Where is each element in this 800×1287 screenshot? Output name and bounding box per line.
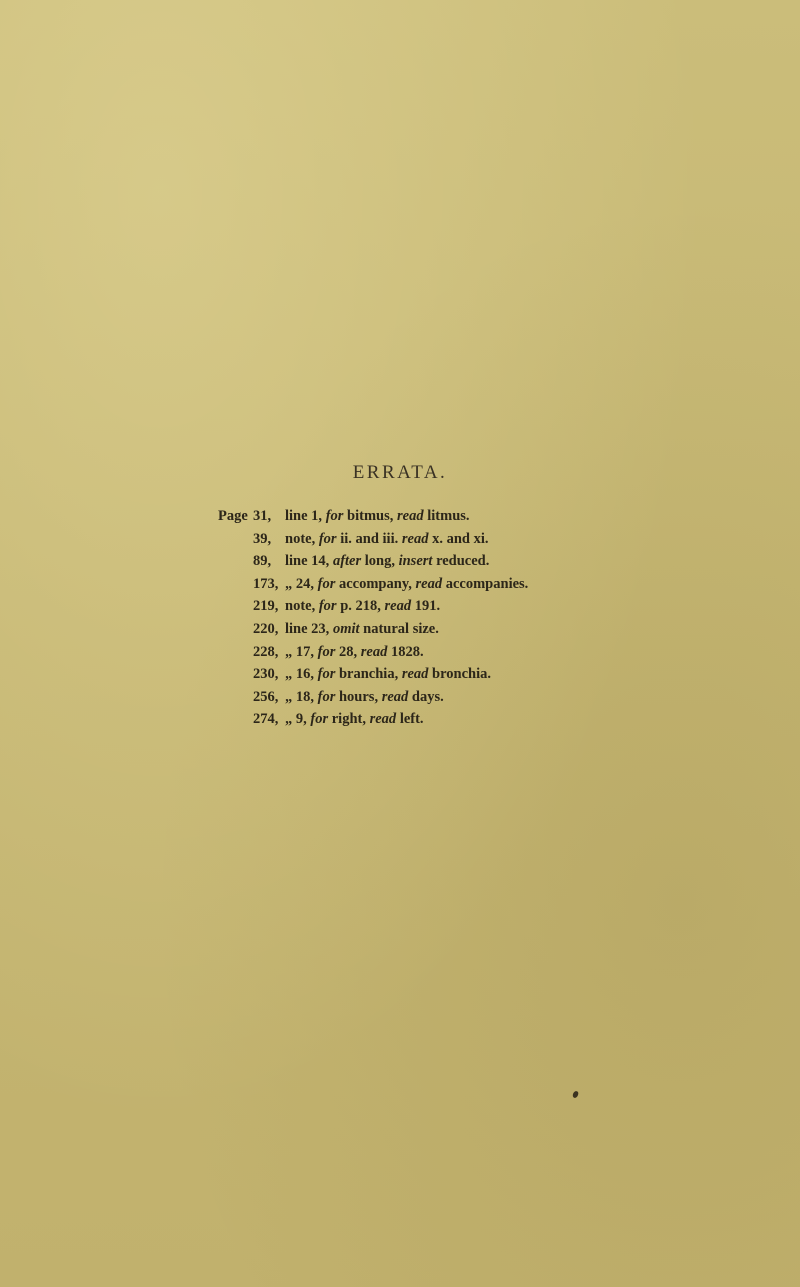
entry-correction: „ 17, for 28, read 1828. — [285, 643, 424, 660]
errata-list — [218, 505, 763, 731]
entry-page: 220, — [253, 620, 279, 637]
entry-correction: line 14, after long, insert reduced. — [285, 553, 490, 570]
entry-correction: line 1, for bitmus, read litmus. — [285, 508, 470, 524]
entry-page: 31, — [253, 508, 272, 524]
entry-page: 39, — [253, 530, 272, 547]
page-label: Page — [218, 508, 248, 524]
entry-correction: „ 16, for branchia, read bronchia. — [285, 666, 492, 683]
ink-speck — [572, 1090, 579, 1098]
errata-entry — [243, 595, 763, 618]
errata-entry — [243, 528, 763, 551]
entry-correction: „ 18, for hours, read days. — [285, 688, 444, 705]
entry-page: 89, — [253, 553, 272, 570]
errata-entry — [243, 663, 763, 686]
entry-correction: line 23, omit natural size. — [285, 620, 439, 637]
errata-title: ERRATA. — [352, 462, 448, 483]
entry-page: 219, — [253, 598, 279, 615]
errata-entry — [218, 505, 763, 528]
entry-correction: „ 9, for right, read left. — [285, 711, 424, 728]
errata-entry — [243, 550, 763, 573]
entry-page: 256, — [253, 688, 279, 705]
errata-entry — [243, 641, 763, 664]
errata-entry — [243, 686, 763, 709]
errata-entry — [243, 573, 763, 596]
errata-entry — [243, 618, 763, 641]
entry-page: 173, — [253, 575, 279, 592]
entry-page: 274, — [253, 711, 279, 728]
entry-correction: note, for ii. and iii. read x. and xi. — [285, 530, 489, 547]
entry-correction: note, for p. 218, read 191. — [285, 598, 441, 615]
entry-page: 230, — [253, 666, 279, 683]
entry-page: 228, — [253, 643, 279, 660]
entry-correction: „ 24, for accompany, read accompanies. — [285, 575, 529, 592]
errata-entry — [243, 708, 763, 731]
